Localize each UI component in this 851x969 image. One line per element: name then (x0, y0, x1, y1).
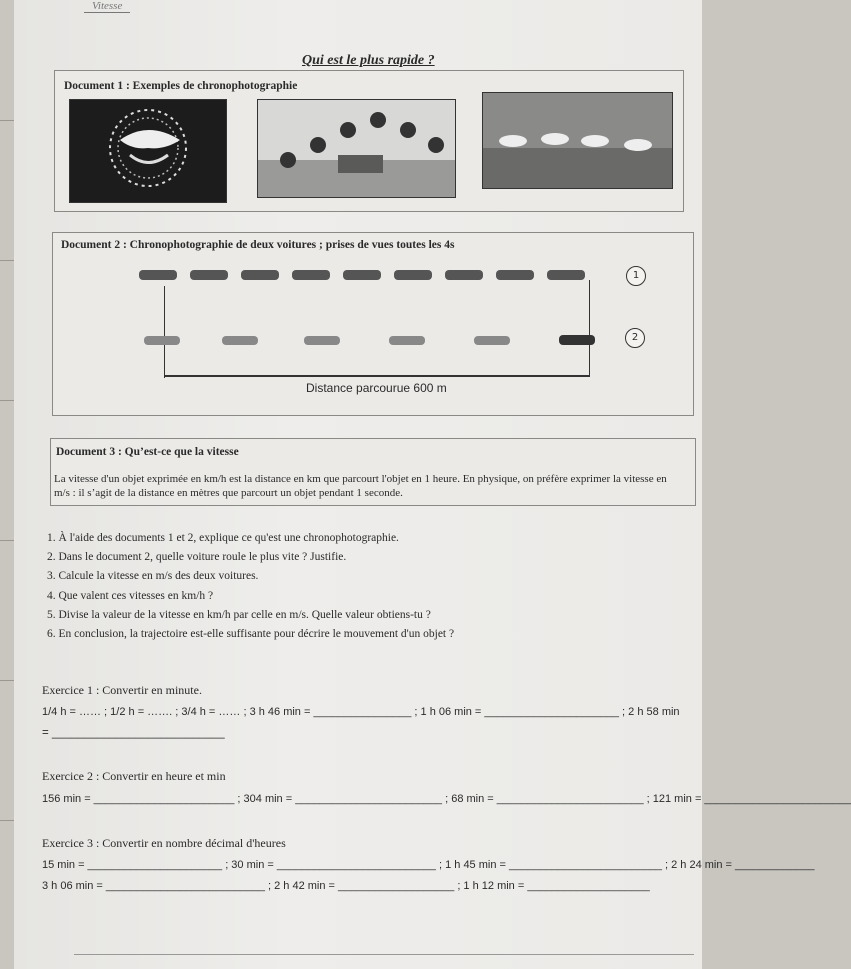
exercise-2-title: Exercice 2 : Convertir en heure et min (42, 769, 226, 783)
document-2-title (61, 239, 454, 251)
questions-list (47, 532, 454, 647)
question-item: 2. Dans le document 2, quelle voiture roule le plus vite ? Justifie. (47, 551, 347, 564)
exercise-3-line-2: 3 h 06 min = __________________________ ; 2 h 42 min = ___________________ ; 1 h 12 min = ____________________ (42, 880, 650, 892)
bottom-edge-ruling (74, 954, 694, 969)
document-3-text: La vitesse d'un objet exprimée en km/h est la distance en km que parcourt l'objet en 1 heure. En physique, on préfère exprimer la vitesse en m/s : il s’agit de la distance en mètres que parcourt un objet pendant 1 seconde. (54, 473, 667, 499)
document-1-label: Document 1 : (64, 80, 130, 92)
top-scribble: Vitesse (84, 0, 130, 13)
bird-chronophoto-image (69, 99, 227, 203)
document-2-heading: Chronophotographie de deux voitures ; prises de vues toutes les 4s (129, 239, 455, 251)
exercise-2-line-1: 156 min = _______________________ ; 304 min = ________________________ ; 68 min = ________________________ ; 121 min = ________________________ (42, 793, 851, 805)
car-2-chronophoto-row (134, 328, 604, 352)
document-3-heading: Qu’est-ce que la vitesse (124, 446, 239, 458)
exercise-3-line-1: 15 min = ______________________ ; 30 min = __________________________ ; 1 h 45 min = _________________________ ; 2 h 24 min = _____________ (42, 859, 815, 871)
document-3-title (56, 446, 239, 458)
exercise-3-title: Exercice 3 : Convertir en nombre décimal d'heures (42, 836, 286, 850)
document-3-label: Document 3 : (56, 446, 122, 458)
question-item: 1. À l'aide des documents 1 et 2, explique ce qu'est une chronophotographie. (47, 532, 399, 544)
car-2-marker: 2 (625, 328, 645, 348)
margin-rule (0, 680, 14, 681)
document-1-title (64, 80, 297, 92)
car-1-chronophoto-row (124, 262, 604, 292)
margin-rule (0, 260, 14, 261)
margin-rule (0, 540, 14, 541)
margin-rule (0, 120, 14, 121)
margin-rule (0, 400, 14, 401)
exercise-1-line-1: 1/4 h = …… ; 1/2 h = ……. ; 3/4 h = …… ; 3 h 46 min = ________________ ; 1 h 06 min = ______________________ ; 2 h 58 min (42, 706, 680, 718)
document-1-heading: Exemples de chronophotographie (132, 80, 298, 92)
question-item: 6. En conclusion, la trajectoire est-elle suffisante pour décrire le mouvement d'un objet ? (47, 627, 455, 640)
exercise-1-title: Exercice 1 : Convertir en minute. (42, 683, 202, 697)
worksheet-page (14, 0, 851, 969)
question-item: 5. Divise la valeur de la vitesse en km/h par celle en m/s. Quelle valeur obtiens-tu ? (47, 608, 431, 621)
page-title: Qui est le plus rapide ? (302, 53, 435, 68)
question-item: 3. Calcule la vitesse en m/s des deux voitures. (47, 570, 259, 583)
distance-label: Distance parcourue 600 m (306, 381, 447, 395)
margin-rule (0, 820, 14, 821)
exercise-1-line-2: = ___________________________ (42, 727, 225, 739)
deer-chronophoto-image (482, 92, 673, 189)
question-item: 4. Que valent ces vitesses en km/h ? (47, 589, 214, 602)
document-2-label: Document 2 : (61, 239, 127, 251)
bmx-riders-chronophoto-image (257, 99, 456, 198)
distance-baseline (164, 375, 590, 377)
car-1-marker: 1 (626, 266, 646, 286)
